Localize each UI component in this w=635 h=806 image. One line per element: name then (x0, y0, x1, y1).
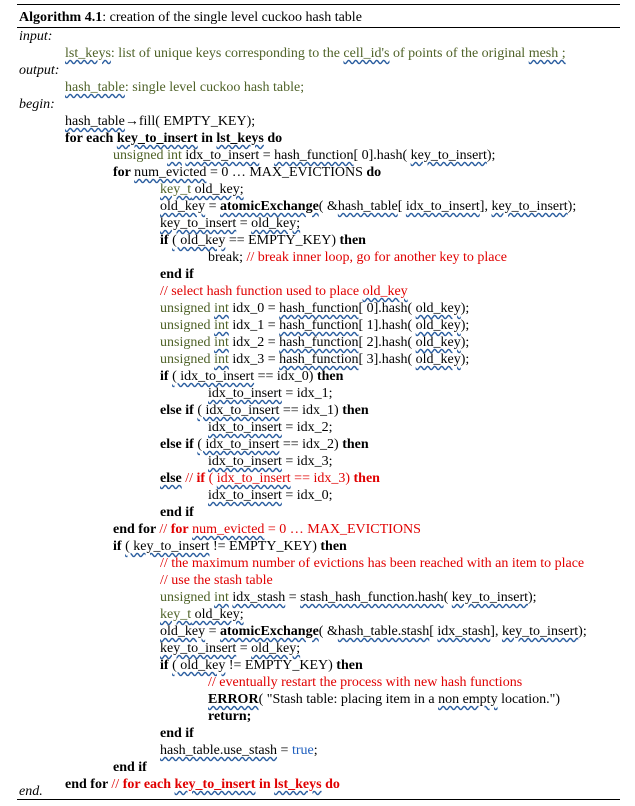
code-line (160, 742, 318, 759)
code-token: end for (113, 522, 160, 537)
code-token: ); (578, 624, 587, 639)
code-token: end for (65, 777, 112, 792)
code-token: ], (490, 624, 502, 639)
code-token: lst_keys (274, 777, 322, 792)
code-line (65, 45, 566, 62)
code-line (160, 232, 366, 249)
code-token: // (159, 522, 171, 537)
code-token: [ 0].hash( (358, 301, 416, 316)
code-token: if (160, 658, 173, 673)
code-token: = idx_2; (281, 420, 333, 435)
code-token: int (214, 318, 229, 333)
code-token: num_evicted (192, 522, 265, 537)
code-token: hash_function (274, 148, 354, 163)
code-line (160, 436, 369, 453)
code-token: old_key (415, 301, 461, 316)
code-token: key_to_insert (501, 624, 579, 639)
code-token: = 0 … MAX_EVICTIONS (206, 165, 367, 180)
code-token: ); (460, 301, 470, 316)
code-token: idx_to_insert (216, 471, 291, 486)
code-line (208, 385, 333, 402)
code-line (160, 657, 363, 674)
code-token: for each (122, 777, 175, 792)
code-token: idx_to_insert (208, 454, 282, 469)
code-line (113, 164, 381, 181)
code-token: ERROR (208, 692, 259, 707)
code-token: ( idx_to_insert (197, 403, 280, 418)
code-token: unsigned (160, 352, 215, 367)
code-token: then (316, 369, 344, 384)
code-line (65, 776, 340, 793)
code-token: ; (313, 743, 318, 758)
code-token: true (291, 743, 314, 758)
code-token: = idx_3; (281, 454, 333, 469)
code-line (113, 538, 347, 555)
code-token: == EMPTY_KEY) (225, 233, 340, 248)
code-token: key_t (160, 607, 192, 622)
code-token: [ (429, 624, 438, 639)
code-line (160, 351, 469, 368)
code-token: hash_table (337, 199, 398, 214)
code-token: = (205, 199, 221, 214)
code-token: end if (160, 726, 194, 741)
code-line (160, 555, 584, 572)
code-token: atomicExchange (220, 199, 319, 214)
code-token: : list of unique keys corresponding to the (110, 46, 344, 61)
algorithm-number: Algorithm 4.1 (19, 10, 103, 25)
code-line (160, 640, 300, 657)
code-line (113, 147, 495, 164)
code-token: key_to_insert (451, 590, 529, 605)
code-token: int (167, 148, 182, 163)
code-token: old_key; (251, 216, 301, 231)
code-token: [ 2].hash( (358, 335, 416, 350)
code-line (160, 504, 194, 521)
code-token: int (214, 335, 229, 350)
code-line (208, 419, 333, 436)
code-token: == idx_0) (254, 369, 317, 384)
input-label: input: (19, 29, 53, 44)
code-token: ( key_to_insert (125, 539, 210, 554)
code-token: for (170, 522, 189, 537)
code-token: unsigned (160, 590, 215, 605)
code-token: old_key (415, 318, 461, 333)
code-token: then (320, 539, 347, 554)
code-line (65, 130, 282, 147)
code-token: [ 3].hash( (358, 352, 416, 367)
code-token: idx_to_insert (405, 199, 480, 214)
code-token: idx_1 = (228, 318, 280, 333)
code-token: key_to_insert (160, 216, 237, 231)
code-token: int (214, 352, 229, 367)
code-token: ( (443, 590, 452, 605)
code-line (160, 283, 408, 300)
code-token: ); (486, 148, 496, 163)
code-token: idx_3 = (228, 352, 280, 367)
code-token: of points of the original (389, 46, 529, 61)
code-token: key_t (160, 182, 192, 197)
code-token: atomicExchange (220, 624, 319, 639)
code-token: then (353, 471, 380, 486)
code-token: old_key; (191, 182, 244, 197)
code-token: ( idx_to_insert (172, 369, 255, 384)
code-token: unsigned (160, 335, 215, 350)
code-token: key_to_insert (174, 777, 256, 792)
code-line (160, 623, 587, 640)
code-token: hash_function (279, 301, 359, 316)
code-token: end if (113, 760, 147, 775)
code-token: = (277, 743, 292, 758)
code-line (160, 334, 469, 351)
code-line (160, 215, 300, 232)
code-token: old_key (160, 199, 206, 214)
algorithm-caption: : creation of the single level cuckoo hash table (102, 10, 362, 25)
algorithm-title (19, 10, 362, 26)
title-rule (17, 27, 620, 28)
code-line (208, 453, 333, 470)
code-token: do (366, 165, 382, 180)
code-token: ); (460, 352, 470, 367)
code-line (208, 249, 507, 266)
code-token: if (113, 539, 126, 554)
code-token: key_to_insert (160, 641, 237, 656)
code-token: mesh ; (528, 46, 566, 61)
code-line (160, 402, 369, 419)
code-token: hash_table (65, 80, 125, 95)
code-token: stash_hash_function.hash (300, 590, 444, 605)
code-token: // eventually restart the process with new hash functions (208, 675, 523, 690)
code-token: unsigned (160, 318, 215, 333)
code-token: = (236, 641, 252, 656)
code-token: old_key (160, 624, 206, 639)
code-line (208, 691, 560, 708)
code-token: cell_id's (343, 46, 390, 61)
code-token: else if (160, 403, 198, 418)
code-line (160, 606, 244, 623)
code-line (113, 759, 147, 776)
code-token: key_to_insert (491, 199, 568, 214)
code-token: = (236, 216, 252, 231)
code-token: then (336, 658, 363, 673)
code-token: == idx_2) (279, 437, 343, 452)
code-token: hash_function (279, 318, 359, 333)
code-line (160, 368, 343, 385)
code-line (160, 589, 537, 606)
code-line (208, 487, 333, 504)
code-token: [ 1].hash( (358, 318, 416, 333)
code-token: old_key (415, 352, 461, 367)
top-rule (17, 4, 620, 5)
code-token: hash_table (65, 114, 125, 129)
code-token: = idx_0; (281, 488, 333, 503)
code-token: if (160, 233, 173, 248)
code-token: idx_to_insert (208, 488, 282, 503)
code-line (160, 470, 380, 487)
code-token: hash_function (279, 335, 359, 350)
output-label: output: (19, 63, 60, 78)
code-line (65, 113, 255, 130)
code-token: old_key (415, 335, 461, 350)
code-token: ); (460, 318, 470, 333)
code-token: ( & (318, 624, 338, 639)
algorithm-box (17, 4, 620, 800)
code-token: ); (567, 199, 577, 214)
code-token: else (160, 471, 182, 486)
code-token: idx_0 = (228, 301, 280, 316)
code-token: // (111, 777, 123, 792)
code-token: hash_function (279, 352, 359, 367)
code-token: idx_to_insert (185, 148, 260, 163)
code-token: idx_stash (232, 590, 286, 605)
code-token: do (321, 777, 340, 792)
code-token: != EMPTY_KEY) (225, 658, 337, 673)
code-token: = (205, 624, 221, 639)
code-line (160, 572, 273, 589)
code-token: != EMPTY_KEY) (209, 539, 321, 554)
code-token: end if (160, 505, 194, 520)
code-token: old_key; (191, 607, 244, 622)
code-token: ( "Stash table: placing item in a (258, 692, 439, 707)
code-token: idx_stash (437, 624, 491, 639)
code-token: →fill( EMPTY_KEY); (124, 114, 256, 129)
code-token: unsigned (113, 148, 168, 163)
code-token: ( idx_to_insert (197, 437, 280, 452)
code-token: ( old_key (172, 233, 226, 248)
code-token: key_to_insert (116, 131, 198, 146)
code-token: [ (397, 199, 406, 214)
code-token: break; (208, 250, 247, 265)
code-token: // (181, 471, 197, 486)
code-token: [ 0].hash( (353, 148, 411, 163)
code-token: end if (160, 267, 194, 282)
code-token: ( & (318, 199, 338, 214)
end-label: end. (19, 784, 43, 799)
code-token: = (259, 148, 275, 163)
code-token: ); (528, 590, 537, 605)
code-token: lst_keys (65, 46, 111, 61)
code-token: idx_2 = (228, 335, 280, 350)
code-line (160, 300, 469, 317)
code-token: non empty (438, 692, 498, 707)
code-token: then (342, 403, 369, 418)
code-token: idx_to_insert (208, 386, 282, 401)
code-token: int (214, 301, 229, 316)
code-line (160, 317, 469, 334)
code-token: hash_table.stash (337, 624, 430, 639)
code-line (160, 266, 194, 283)
code-token: return; (208, 709, 252, 724)
begin-label: begin: (19, 97, 55, 112)
code-token: key_to_insert (410, 148, 487, 163)
code-token: ], (479, 199, 492, 214)
code-token: if (160, 369, 173, 384)
code-line (160, 725, 194, 742)
code-token: in (197, 131, 217, 146)
code-token: ); (460, 335, 470, 350)
code-token: // select hash function used to place (160, 284, 363, 299)
code-token: // use the stash table (160, 573, 273, 588)
code-token: else if (160, 437, 198, 452)
code-token: num_evicted (134, 165, 207, 180)
code-token: old_key; (251, 641, 301, 656)
code-token: location.") (497, 692, 561, 707)
code-token: ( (205, 471, 217, 486)
code-token: = (285, 590, 301, 605)
code-token: then (342, 437, 369, 452)
code-line (208, 708, 251, 725)
code-token: lst_keys (216, 131, 264, 146)
code-token: idx_to_insert (208, 420, 282, 435)
code-token: if (196, 471, 206, 486)
code-line (208, 674, 522, 691)
code-token: = 0 … MAX_EVICTIONS (264, 522, 421, 537)
bottom-rule (17, 799, 620, 800)
code-token: for each (65, 131, 117, 146)
code-token: unsigned (160, 301, 215, 316)
code-token: ( old_key (172, 658, 226, 673)
code-token: in (255, 777, 275, 792)
code-line (65, 79, 304, 96)
code-token: : single level cuckoo hash table; (124, 80, 305, 95)
code-token: do (263, 131, 283, 146)
code-token: == idx_1) (279, 403, 343, 418)
code-line (160, 181, 244, 198)
code-token: == idx_3) (290, 471, 354, 486)
code-token: // break inner loop, go for another key to place (246, 250, 507, 265)
code-token: = idx_1; (281, 386, 333, 401)
code-token: then (339, 233, 366, 248)
code-line (160, 198, 576, 215)
code-token: for (113, 165, 135, 180)
code-token: int (214, 590, 229, 605)
code-token: // the maximum number of evictions has been reached with an item to place (160, 556, 585, 571)
code-token: old_key (362, 284, 408, 299)
code-line (113, 521, 421, 538)
code-token: hash_table.use_stash (160, 743, 278, 758)
